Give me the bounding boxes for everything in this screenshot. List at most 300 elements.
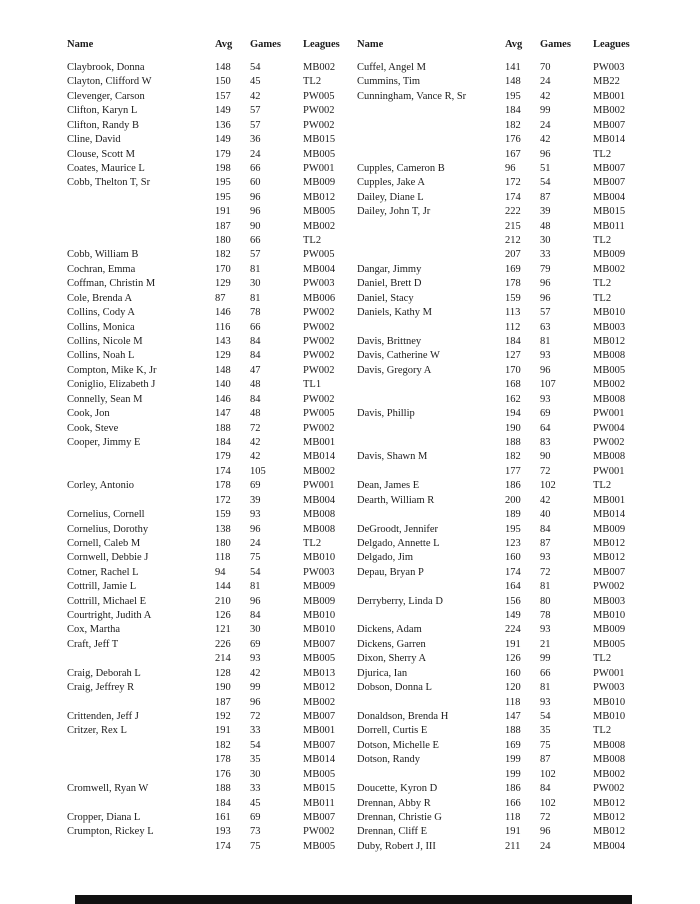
roster-row <box>357 422 648 436</box>
games-cell: 72 <box>250 710 261 722</box>
leagues-cell: MB007 <box>593 566 626 578</box>
leagues-cell: TL2 <box>593 480 612 492</box>
name-cell <box>357 148 505 162</box>
leagues-cell: TL2 <box>593 725 612 737</box>
games-cell: 66 <box>250 235 261 247</box>
leagues-cell: MB012 <box>303 191 336 203</box>
avg-cell: 179 <box>215 451 231 463</box>
roster-row <box>357 595 648 609</box>
roster-row <box>67 609 358 623</box>
roster-row <box>67 234 358 248</box>
games-cell: 33 <box>250 725 261 737</box>
name-cell: Cornelius, Cornell <box>67 509 145 521</box>
games-cell: 84 <box>540 523 551 535</box>
games-cell: 93 <box>250 509 261 521</box>
games-cell: 45 <box>250 797 261 809</box>
roster-row <box>67 292 358 306</box>
avg-cell: 178 <box>215 480 231 492</box>
leagues-cell: MB005 <box>303 840 336 852</box>
avg-cell: 116 <box>215 321 231 333</box>
roster-row <box>357 768 648 782</box>
games-cell: 72 <box>540 566 551 578</box>
leagues-cell: TL1 <box>303 379 322 391</box>
avg-cell: 170 <box>215 263 231 275</box>
games-cell: 42 <box>250 667 261 679</box>
roster-row <box>67 537 358 551</box>
roster-row <box>357 580 648 594</box>
leagues-cell: MB005 <box>303 768 336 780</box>
avg-cell: 195 <box>505 90 521 102</box>
leagues-cell: MB014 <box>303 754 336 766</box>
roster-row <box>67 638 358 652</box>
roster-row <box>67 349 358 363</box>
games-cell: 72 <box>540 465 551 477</box>
games-cell: 69 <box>250 480 261 492</box>
name-cell: Compton, Mike K, Jr <box>67 364 157 376</box>
leagues-cell: PW003 <box>593 682 625 694</box>
avg-cell: 149 <box>215 134 231 146</box>
roster-row <box>67 393 358 407</box>
avg-cell: 160 <box>505 552 521 564</box>
roster-row <box>357 321 648 335</box>
games-cell: 81 <box>540 336 551 348</box>
roster-row <box>67 148 358 162</box>
name-cell <box>357 393 505 407</box>
avg-cell: 120 <box>505 682 521 694</box>
avg-cell: 166 <box>505 797 521 809</box>
leagues-cell: MB010 <box>593 696 626 708</box>
games-cell: 54 <box>540 177 551 189</box>
roster-row <box>357 681 648 695</box>
roster-row <box>67 652 358 666</box>
avg-cell: 146 <box>215 307 231 319</box>
column-header-games: Games <box>540 39 571 50</box>
roster-row <box>67 364 358 378</box>
roster-row <box>357 811 648 825</box>
leagues-cell: MB012 <box>303 682 336 694</box>
games-cell: 42 <box>250 451 261 463</box>
roster-row <box>357 205 648 219</box>
name-cell: Cornwell, Debbie J <box>67 552 149 564</box>
avg-cell: 176 <box>215 768 231 780</box>
games-cell: 96 <box>250 696 261 708</box>
leagues-cell: MB001 <box>593 494 626 506</box>
name-cell <box>357 465 505 479</box>
leagues-cell: MB008 <box>303 523 336 535</box>
column-headers-right <box>357 38 648 52</box>
roster-row <box>357 378 648 392</box>
games-cell: 72 <box>540 811 551 823</box>
games-cell: 45 <box>250 76 261 88</box>
leagues-cell: MB007 <box>593 177 626 189</box>
roster-row <box>67 479 358 493</box>
name-cell: Critzer, Rex L <box>67 725 127 737</box>
leagues-cell: PW002 <box>303 307 335 319</box>
name-cell: Cook, Jon <box>67 408 110 420</box>
roster-row <box>357 782 648 796</box>
leagues-cell: PW003 <box>303 566 335 578</box>
name-cell: Drennan, Abby R <box>357 797 431 809</box>
avg-cell: 148 <box>505 76 521 88</box>
leagues-cell: PW002 <box>303 350 335 362</box>
avg-cell: 191 <box>215 206 231 218</box>
roster-row <box>357 393 648 407</box>
roster-row <box>357 652 648 666</box>
leagues-cell: MB002 <box>593 263 626 275</box>
leagues-cell: MB009 <box>303 581 336 593</box>
games-cell: 54 <box>250 566 261 578</box>
leagues-cell: MB015 <box>303 134 336 146</box>
leagues-cell: MB010 <box>303 610 336 622</box>
games-cell: 99 <box>540 653 551 665</box>
name-cell <box>67 696 215 710</box>
name-cell <box>67 205 215 219</box>
avg-cell: 94 <box>215 566 226 578</box>
leagues-cell: TL2 <box>303 76 322 88</box>
roster-row <box>67 768 358 782</box>
leagues-cell: MB002 <box>593 105 626 117</box>
leagues-cell: PW002 <box>593 436 625 448</box>
leagues-cell: MB002 <box>303 220 336 232</box>
avg-cell: 129 <box>215 350 231 362</box>
games-cell: 66 <box>250 162 261 174</box>
roster-row <box>67 422 358 436</box>
games-cell: 78 <box>250 307 261 319</box>
leagues-cell: MB009 <box>303 595 336 607</box>
leagues-cell: PW002 <box>303 336 335 348</box>
games-cell: 78 <box>540 610 551 622</box>
avg-cell: 224 <box>505 624 521 636</box>
name-cell: Clayton, Clifford W <box>67 76 152 88</box>
avg-cell: 189 <box>505 509 521 521</box>
games-cell: 39 <box>250 494 261 506</box>
avg-cell: 199 <box>505 754 521 766</box>
roster-row <box>67 119 358 133</box>
avg-cell: 210 <box>215 595 231 607</box>
games-cell: 72 <box>250 422 261 434</box>
roster-row <box>357 335 648 349</box>
roster-row <box>67 840 358 854</box>
name-cell: Dickens, Garren <box>357 638 426 650</box>
avg-cell: 174 <box>505 191 521 203</box>
leagues-cell: MB010 <box>593 610 626 622</box>
avg-cell: 192 <box>215 710 231 722</box>
games-cell: 87 <box>540 754 551 766</box>
leagues-cell: MB005 <box>593 638 626 650</box>
leagues-cell: PW001 <box>303 162 335 174</box>
avg-cell: 161 <box>215 811 231 823</box>
avg-cell: 174 <box>505 566 521 578</box>
roster-row <box>67 220 358 234</box>
roster-row <box>357 840 648 854</box>
name-cell: Davis, Brittney <box>357 336 422 348</box>
leagues-cell: MB007 <box>593 119 626 131</box>
leagues-cell: MB002 <box>303 696 336 708</box>
games-cell: 64 <box>540 422 551 434</box>
leagues-cell: MB014 <box>303 451 336 463</box>
games-cell: 96 <box>540 278 551 290</box>
avg-cell: 188 <box>505 725 521 737</box>
name-cell: Dotson, Michelle E <box>357 739 439 751</box>
avg-cell: 211 <box>505 840 521 852</box>
name-cell: Collins, Cody A <box>67 307 135 319</box>
leagues-cell: PW002 <box>303 393 335 405</box>
name-cell: Dailey, Diane L <box>357 191 424 203</box>
name-cell <box>357 104 505 118</box>
name-cell: Cook, Steve <box>67 422 119 434</box>
name-cell: Cox, Martha <box>67 624 121 636</box>
avg-cell: 164 <box>505 581 521 593</box>
games-cell: 93 <box>540 350 551 362</box>
leagues-cell: PW002 <box>303 422 335 434</box>
name-cell <box>357 580 505 594</box>
leagues-cell: MB007 <box>303 710 336 722</box>
avg-cell: 144 <box>215 581 231 593</box>
roster-row <box>357 364 648 378</box>
name-cell <box>67 465 215 479</box>
games-cell: 57 <box>250 105 261 117</box>
leagues-cell: PW002 <box>303 826 335 838</box>
avg-cell: 126 <box>505 653 521 665</box>
name-cell: Djurica, Ian <box>357 667 408 679</box>
leagues-cell: MB22 <box>593 76 620 88</box>
avg-cell: 156 <box>505 595 521 607</box>
name-cell <box>357 321 505 335</box>
column-header-name: Name <box>357 39 384 50</box>
name-cell <box>67 840 215 854</box>
roster-row <box>357 551 648 565</box>
leagues-cell: PW003 <box>303 278 335 290</box>
leagues-cell: MB004 <box>593 191 626 203</box>
name-cell <box>357 119 505 133</box>
name-cell: Craig, Deborah L <box>67 667 141 679</box>
leagues-cell: MB007 <box>303 638 336 650</box>
games-cell: 47 <box>250 364 261 376</box>
avg-cell: 169 <box>505 263 521 275</box>
leagues-cell: MB001 <box>303 436 336 448</box>
games-cell: 96 <box>250 595 261 607</box>
games-cell: 54 <box>250 62 261 73</box>
avg-cell: 182 <box>215 739 231 751</box>
roster-row <box>357 609 648 623</box>
avg-cell: 182 <box>505 119 521 131</box>
roster-row <box>357 566 648 580</box>
roster-row <box>357 825 648 839</box>
leagues-cell: MB002 <box>593 379 626 391</box>
games-cell: 84 <box>250 336 261 348</box>
avg-cell: 168 <box>505 379 521 391</box>
games-cell: 24 <box>250 148 261 160</box>
leagues-cell: MB008 <box>593 350 626 362</box>
roster-row <box>67 696 358 710</box>
games-cell: 93 <box>540 393 551 405</box>
avg-cell: 176 <box>505 134 521 146</box>
roster-row <box>67 205 358 219</box>
name-cell: Cochran, Emma <box>67 263 136 275</box>
avg-cell: 112 <box>505 321 521 333</box>
avg-cell: 190 <box>215 682 231 694</box>
name-cell: Cobb, Thelton T, Sr <box>67 177 151 189</box>
games-cell: 99 <box>540 105 551 117</box>
column-header-avg: Avg <box>505 39 523 50</box>
avg-cell: 191 <box>505 826 521 838</box>
leagues-cell: TL2 <box>303 235 322 247</box>
leagues-cell: MB005 <box>303 148 336 160</box>
avg-cell: 169 <box>505 739 521 751</box>
name-cell: Dailey, John T, Jr <box>357 206 431 218</box>
roster-rows-left <box>67 61 358 854</box>
avg-cell: 128 <box>215 667 231 679</box>
roster-row <box>357 450 648 464</box>
name-cell: Dixon, Sherry A <box>357 653 427 665</box>
name-cell: Clifton, Karyn L <box>67 105 138 117</box>
roster-row <box>67 724 358 738</box>
name-cell: Dotson, Randy <box>357 754 420 766</box>
games-cell: 54 <box>540 710 551 722</box>
leagues-cell: PW002 <box>593 783 625 795</box>
name-cell <box>357 609 505 623</box>
roster-row <box>67 61 358 75</box>
avg-cell: 195 <box>215 177 231 189</box>
avg-cell: 126 <box>215 610 231 622</box>
roster-row <box>357 104 648 118</box>
name-cell <box>357 378 505 392</box>
name-cell: Derryberry, Linda D <box>357 595 443 607</box>
leagues-cell: MB015 <box>303 783 336 795</box>
avg-cell: 214 <box>215 653 231 665</box>
avg-cell: 170 <box>505 364 521 376</box>
avg-cell: 184 <box>215 436 231 448</box>
games-cell: 96 <box>540 826 551 838</box>
name-cell: Davis, Catherine W <box>357 350 440 362</box>
roster-row <box>67 335 358 349</box>
leagues-cell: MB010 <box>593 307 626 319</box>
games-cell: 35 <box>540 725 551 737</box>
leagues-cell: MB013 <box>303 667 336 679</box>
name-cell: Cottrill, Jamie L <box>67 581 137 593</box>
avg-cell: 226 <box>215 638 231 650</box>
column-header-leagues: Leagues <box>593 39 630 50</box>
roster-row <box>357 623 648 637</box>
games-cell: 40 <box>540 509 551 521</box>
avg-cell: 207 <box>505 249 521 261</box>
name-cell <box>67 220 215 234</box>
avg-cell: 96 <box>505 162 516 174</box>
name-cell <box>357 220 505 234</box>
games-cell: 24 <box>540 119 551 131</box>
games-cell: 42 <box>540 90 551 102</box>
roster-row <box>357 90 648 104</box>
roster-row <box>67 263 358 277</box>
games-cell: 42 <box>540 494 551 506</box>
avg-cell: 141 <box>505 62 521 73</box>
name-cell: Dickens, Adam <box>357 624 422 636</box>
name-cell: Clifton, Randy B <box>67 119 140 131</box>
roster-row <box>357 234 648 248</box>
roster-row <box>67 811 358 825</box>
name-cell: Delgado, Annette L <box>357 537 440 549</box>
name-cell <box>357 768 505 782</box>
games-cell: 93 <box>540 552 551 564</box>
roster-row <box>357 753 648 767</box>
name-cell <box>357 436 505 450</box>
avg-cell: 186 <box>505 480 521 492</box>
avg-cell: 179 <box>215 148 231 160</box>
games-cell: 75 <box>250 840 261 852</box>
avg-cell: 159 <box>505 292 521 304</box>
avg-cell: 215 <box>505 220 521 232</box>
name-cell: Cobb, William B <box>67 249 139 261</box>
games-cell: 93 <box>540 624 551 636</box>
leagues-cell: PW005 <box>303 249 335 261</box>
name-cell: Dangar, Jimmy <box>357 263 422 275</box>
games-cell: 90 <box>250 220 261 232</box>
avg-cell: 150 <box>215 76 231 88</box>
roster-row <box>67 595 358 609</box>
roster-row <box>67 176 358 190</box>
games-cell: 96 <box>540 148 551 160</box>
roster-row <box>67 191 358 205</box>
games-cell: 81 <box>250 581 261 593</box>
games-cell: 105 <box>250 465 266 477</box>
name-cell <box>67 739 215 753</box>
name-cell: Daniel, Brett D <box>357 278 422 290</box>
leagues-cell: MB012 <box>593 552 626 564</box>
leagues-cell: TL2 <box>593 278 612 290</box>
games-cell: 42 <box>540 134 551 146</box>
name-cell: Coniglio, Elizabeth J <box>67 379 156 391</box>
avg-cell: 140 <box>215 379 231 391</box>
roster-row <box>67 681 358 695</box>
leagues-cell: MB009 <box>303 177 336 189</box>
leagues-cell: PW002 <box>303 105 335 117</box>
games-cell: 69 <box>250 811 261 823</box>
roster-row <box>357 349 648 363</box>
games-cell: 35 <box>250 754 261 766</box>
leagues-cell: MB005 <box>303 653 336 665</box>
leagues-cell: PW002 <box>593 581 625 593</box>
games-cell: 69 <box>250 638 261 650</box>
leagues-cell: MB004 <box>593 840 626 852</box>
roster-rows-right <box>357 61 648 854</box>
roster-row <box>67 277 358 291</box>
games-cell: 24 <box>540 840 551 852</box>
leagues-cell: PW002 <box>303 364 335 376</box>
avg-cell: 180 <box>215 537 231 549</box>
roster-row <box>357 523 648 537</box>
roster-row <box>67 523 358 537</box>
leagues-cell: PW002 <box>303 119 335 131</box>
roster-row <box>357 176 648 190</box>
name-cell: Craft, Jeff T <box>67 638 119 650</box>
name-cell <box>67 768 215 782</box>
leagues-cell: MB009 <box>593 523 626 535</box>
games-cell: 93 <box>250 653 261 665</box>
games-cell: 66 <box>540 667 551 679</box>
avg-cell: 118 <box>215 552 231 564</box>
avg-cell: 187 <box>215 220 231 232</box>
avg-cell: 180 <box>215 235 231 247</box>
name-cell: Connelly, Sean M <box>67 393 143 405</box>
avg-cell: 182 <box>505 451 521 463</box>
avg-cell: 188 <box>215 422 231 434</box>
name-cell: Craig, Jeffrey R <box>67 682 135 694</box>
roster-row <box>67 508 358 522</box>
leagues-cell: PW004 <box>593 422 625 434</box>
name-cell: Dean, James E <box>357 480 420 492</box>
roster-row <box>67 623 358 637</box>
roster-row <box>357 306 648 320</box>
